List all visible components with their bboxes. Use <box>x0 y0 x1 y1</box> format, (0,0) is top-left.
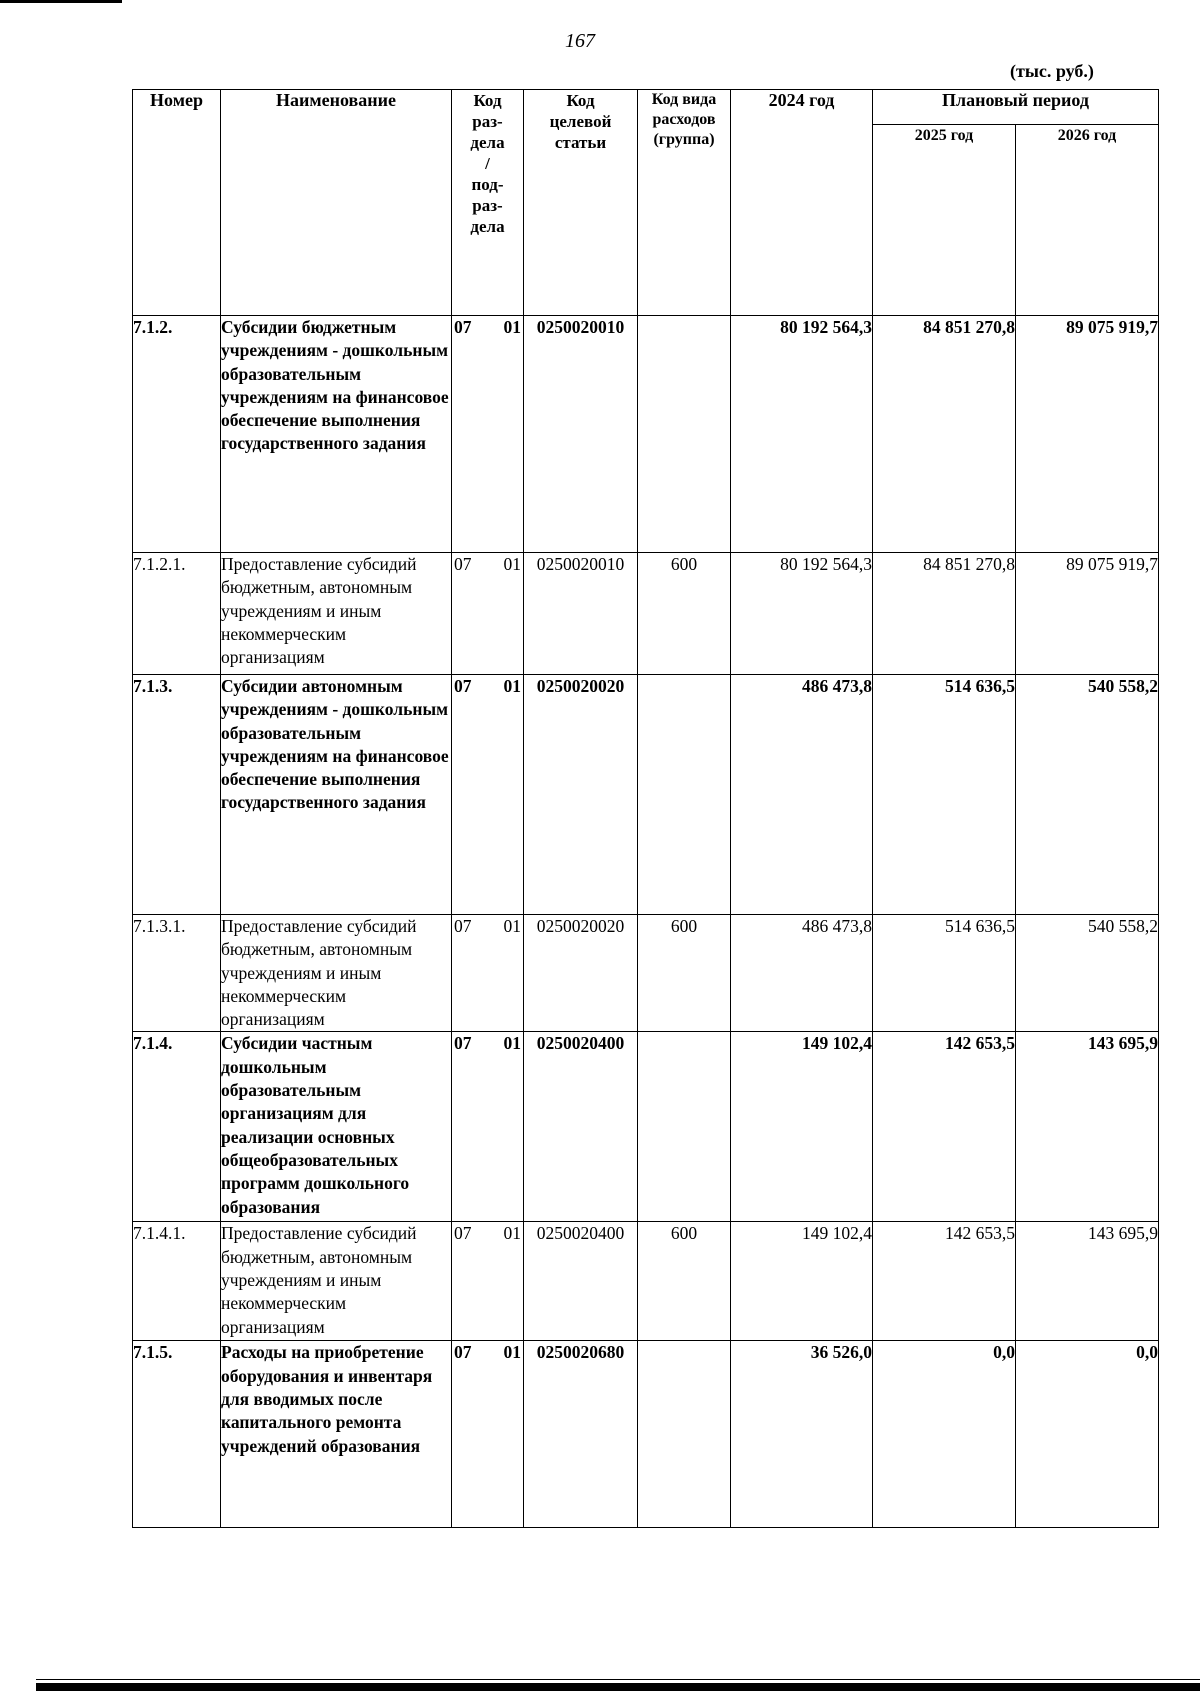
row-amount-2026: 143 695,9 <box>1016 1032 1159 1222</box>
table-row <box>133 553 1159 675</box>
row-target-code: 0250020010 <box>524 316 638 553</box>
row-subsection: 01 <box>503 317 521 337</box>
header-year-2024: 2024 год <box>731 90 873 316</box>
header-name: Наименование <box>221 90 452 316</box>
row-amount-2026: 89 075 919,7 <box>1016 316 1159 553</box>
table-row <box>133 915 1159 1032</box>
row-number: 7.1.4.1. <box>133 1222 221 1341</box>
row-amount-2025: 514 636,5 <box>873 915 1016 1032</box>
header-planned-period: Плановый период <box>873 90 1159 125</box>
row-amount-2025: 142 653,5 <box>873 1222 1016 1341</box>
row-amount-2025: 142 653,5 <box>873 1032 1016 1222</box>
row-name: Субсидии бюджетным учреждениям - дошкольным образовательным учреждениям на финансовое обеспечение выполнения государственного задания <box>221 316 452 553</box>
row-expense-type <box>638 1341 731 1528</box>
header-number: Номер <box>133 90 221 316</box>
row-amount-2026: 143 695,9 <box>1016 1222 1159 1341</box>
row-target-code: 0250020400 <box>524 1222 638 1341</box>
row-subsection: 01 <box>503 1342 521 1363</box>
row-section-code <box>452 316 524 553</box>
units-label: (тыс. руб.) <box>1010 61 1094 81</box>
row-amount-2025: 0,0 <box>873 1341 1016 1528</box>
row-amount-2026: 0,0 <box>1016 1341 1159 1528</box>
row-target-code: 0250020680 <box>524 1341 638 1528</box>
row-subsection: 01 <box>503 1223 521 1244</box>
row-section: 07 <box>454 916 472 936</box>
table-row <box>133 1222 1159 1341</box>
row-amount-2026: 540 558,2 <box>1016 675 1159 915</box>
row-target-code: 0250020010 <box>524 553 638 675</box>
row-number: 7.1.5. <box>133 1341 221 1528</box>
row-section: 07 <box>454 554 472 574</box>
row-section: 07 <box>454 317 472 337</box>
row-amount-2024: 80 192 564,3 <box>731 553 873 675</box>
row-number: 7.1.3. <box>133 675 221 915</box>
header-expense-type: Код вида расходов (группа) <box>638 90 731 316</box>
row-section-code <box>452 675 524 915</box>
scan-edge-line <box>36 1679 1200 1680</box>
row-amount-2026: 89 075 919,7 <box>1016 553 1159 675</box>
row-name: Предоставление субсидий бюджетным, автономным учреждениям и иным некоммерческим организациям <box>221 1222 452 1341</box>
row-name: Предоставление субсидий бюджетным, автономным учреждениям и иным некоммерческим организациям <box>221 553 452 675</box>
row-section-code <box>452 1341 524 1528</box>
row-expense-type <box>638 1032 731 1222</box>
table-row <box>133 1032 1159 1222</box>
row-number: 7.1.2.1. <box>133 553 221 675</box>
row-amount-2024: 36 526,0 <box>731 1341 873 1528</box>
header-year-2026: 2026 год <box>1016 125 1159 316</box>
row-section: 07 <box>454 1223 472 1244</box>
row-expense-type: 600 <box>638 915 731 1032</box>
row-section: 07 <box>454 1342 472 1363</box>
row-section: 07 <box>454 1033 472 1054</box>
row-amount-2024: 149 102,4 <box>731 1032 873 1222</box>
row-amount-2024: 486 473,8 <box>731 915 873 1032</box>
row-target-code: 0250020020 <box>524 675 638 915</box>
table-row <box>133 1341 1159 1528</box>
table-row <box>133 316 1159 553</box>
row-amount-2024: 486 473,8 <box>731 675 873 915</box>
row-section-code <box>452 553 524 675</box>
row-section: 07 <box>454 676 472 696</box>
row-expense-type: 600 <box>638 1222 731 1341</box>
row-target-code: 0250020400 <box>524 1032 638 1222</box>
row-name: Расходы на приобретение оборудования и инвентаря для вводимых после капитального ремонта учреждений образования <box>221 1341 452 1528</box>
row-amount-2025: 514 636,5 <box>873 675 1016 915</box>
row-amount-2025: 84 851 270,8 <box>873 316 1016 553</box>
top-rule <box>0 0 122 3</box>
row-name: Субсидии автономным учреждениям - дошкольным образовательным учреждениям на финансовое обеспечение выполнения государственного задания <box>221 675 452 915</box>
row-amount-2024: 80 192 564,3 <box>731 316 873 553</box>
page-number: 167 <box>565 30 595 52</box>
row-section-code <box>452 1032 524 1222</box>
row-name: Субсидии частным дошкольным образовательным организациям для реализации основных общеобразовательных программ дошкольного образования <box>221 1032 452 1222</box>
row-expense-type: 600 <box>638 553 731 675</box>
scan-edge-bar <box>36 1683 1200 1691</box>
row-amount-2025: 84 851 270,8 <box>873 553 1016 675</box>
table-row <box>133 675 1159 915</box>
row-expense-type <box>638 316 731 553</box>
row-number: 7.1.4. <box>133 1032 221 1222</box>
row-amount-2024: 149 102,4 <box>731 1222 873 1341</box>
table-header <box>133 90 1159 316</box>
row-section-code <box>452 1222 524 1341</box>
header-year-2025: 2025 год <box>873 125 1016 316</box>
row-subsection: 01 <box>503 916 521 936</box>
row-subsection: 01 <box>503 676 521 696</box>
row-subsection: 01 <box>503 554 521 574</box>
header-target: Код целевой статьи <box>524 90 638 316</box>
row-number: 7.1.3.1. <box>133 915 221 1032</box>
row-target-code: 0250020020 <box>524 915 638 1032</box>
row-name: Предоставление субсидий бюджетным, автономным учреждениям и иным некоммерческим организациям <box>221 915 452 1032</box>
row-number: 7.1.2. <box>133 316 221 553</box>
header-section: Код раз-дела/ под-раз-дела <box>452 90 524 316</box>
budget-table <box>132 89 1159 1528</box>
row-section-code <box>452 915 524 1032</box>
table-body <box>133 316 1159 1528</box>
row-subsection: 01 <box>503 1033 521 1054</box>
row-amount-2026: 540 558,2 <box>1016 915 1159 1032</box>
row-expense-type <box>638 675 731 915</box>
